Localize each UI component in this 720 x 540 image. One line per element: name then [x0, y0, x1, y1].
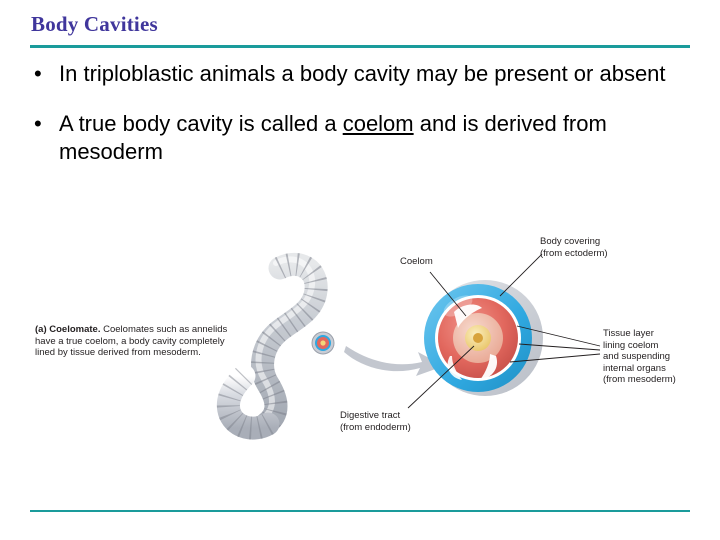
bullet-marker: •: [34, 111, 42, 136]
coelomate-figure: [30, 228, 695, 458]
label-body-covering-line2: (from ectoderm): [540, 247, 608, 259]
bullet-marker: •: [34, 61, 42, 86]
title-divider: [30, 45, 690, 48]
bullet-list: [30, 60, 670, 188]
list-item: [30, 60, 670, 88]
list-item: [30, 110, 670, 166]
bullet-text-post: and is derived from mesoderm: [59, 111, 607, 164]
label-body-covering-line1: Body covering: [540, 236, 601, 247]
label-tissue-line2: lining coelom: [603, 339, 659, 351]
label-tissue-layer: [603, 328, 676, 386]
label-digestive-line2: (from endoderm): [340, 421, 411, 433]
cross-section-diagram: [424, 280, 543, 396]
figure-caption: [35, 324, 235, 359]
label-coelom: Coelom: [400, 256, 433, 267]
label-tissue-line4: internal organs: [603, 362, 666, 374]
figure-caption-label: (a): [35, 324, 47, 335]
page-title: Body Cavities: [31, 12, 158, 36]
label-body-covering: [540, 236, 608, 259]
label-tissue-line5: (from mesoderm): [603, 374, 676, 385]
annelid-worm-illustration: [228, 259, 334, 428]
label-tissue-line1: Tissue layer: [603, 328, 654, 339]
label-tissue-line3: and suspending: [603, 351, 671, 362]
figure-caption-text: Coelomates such as annelids have a true coelom, a body cavity completely lined by tissue derived from mesoderm.: [35, 324, 228, 358]
bullet-text-pre: A true body cavity is called a: [59, 111, 343, 136]
bottom-divider: [30, 510, 690, 512]
figure-caption-title: Coelomate.: [49, 324, 101, 335]
coelom-underlined-term: coelom: [342, 111, 414, 136]
label-digestive-tract: [340, 410, 411, 433]
bullet-text: In triploblastic animals a body cavity may be present or absent: [59, 61, 666, 86]
label-digestive-line1: Digestive tract: [340, 410, 401, 421]
